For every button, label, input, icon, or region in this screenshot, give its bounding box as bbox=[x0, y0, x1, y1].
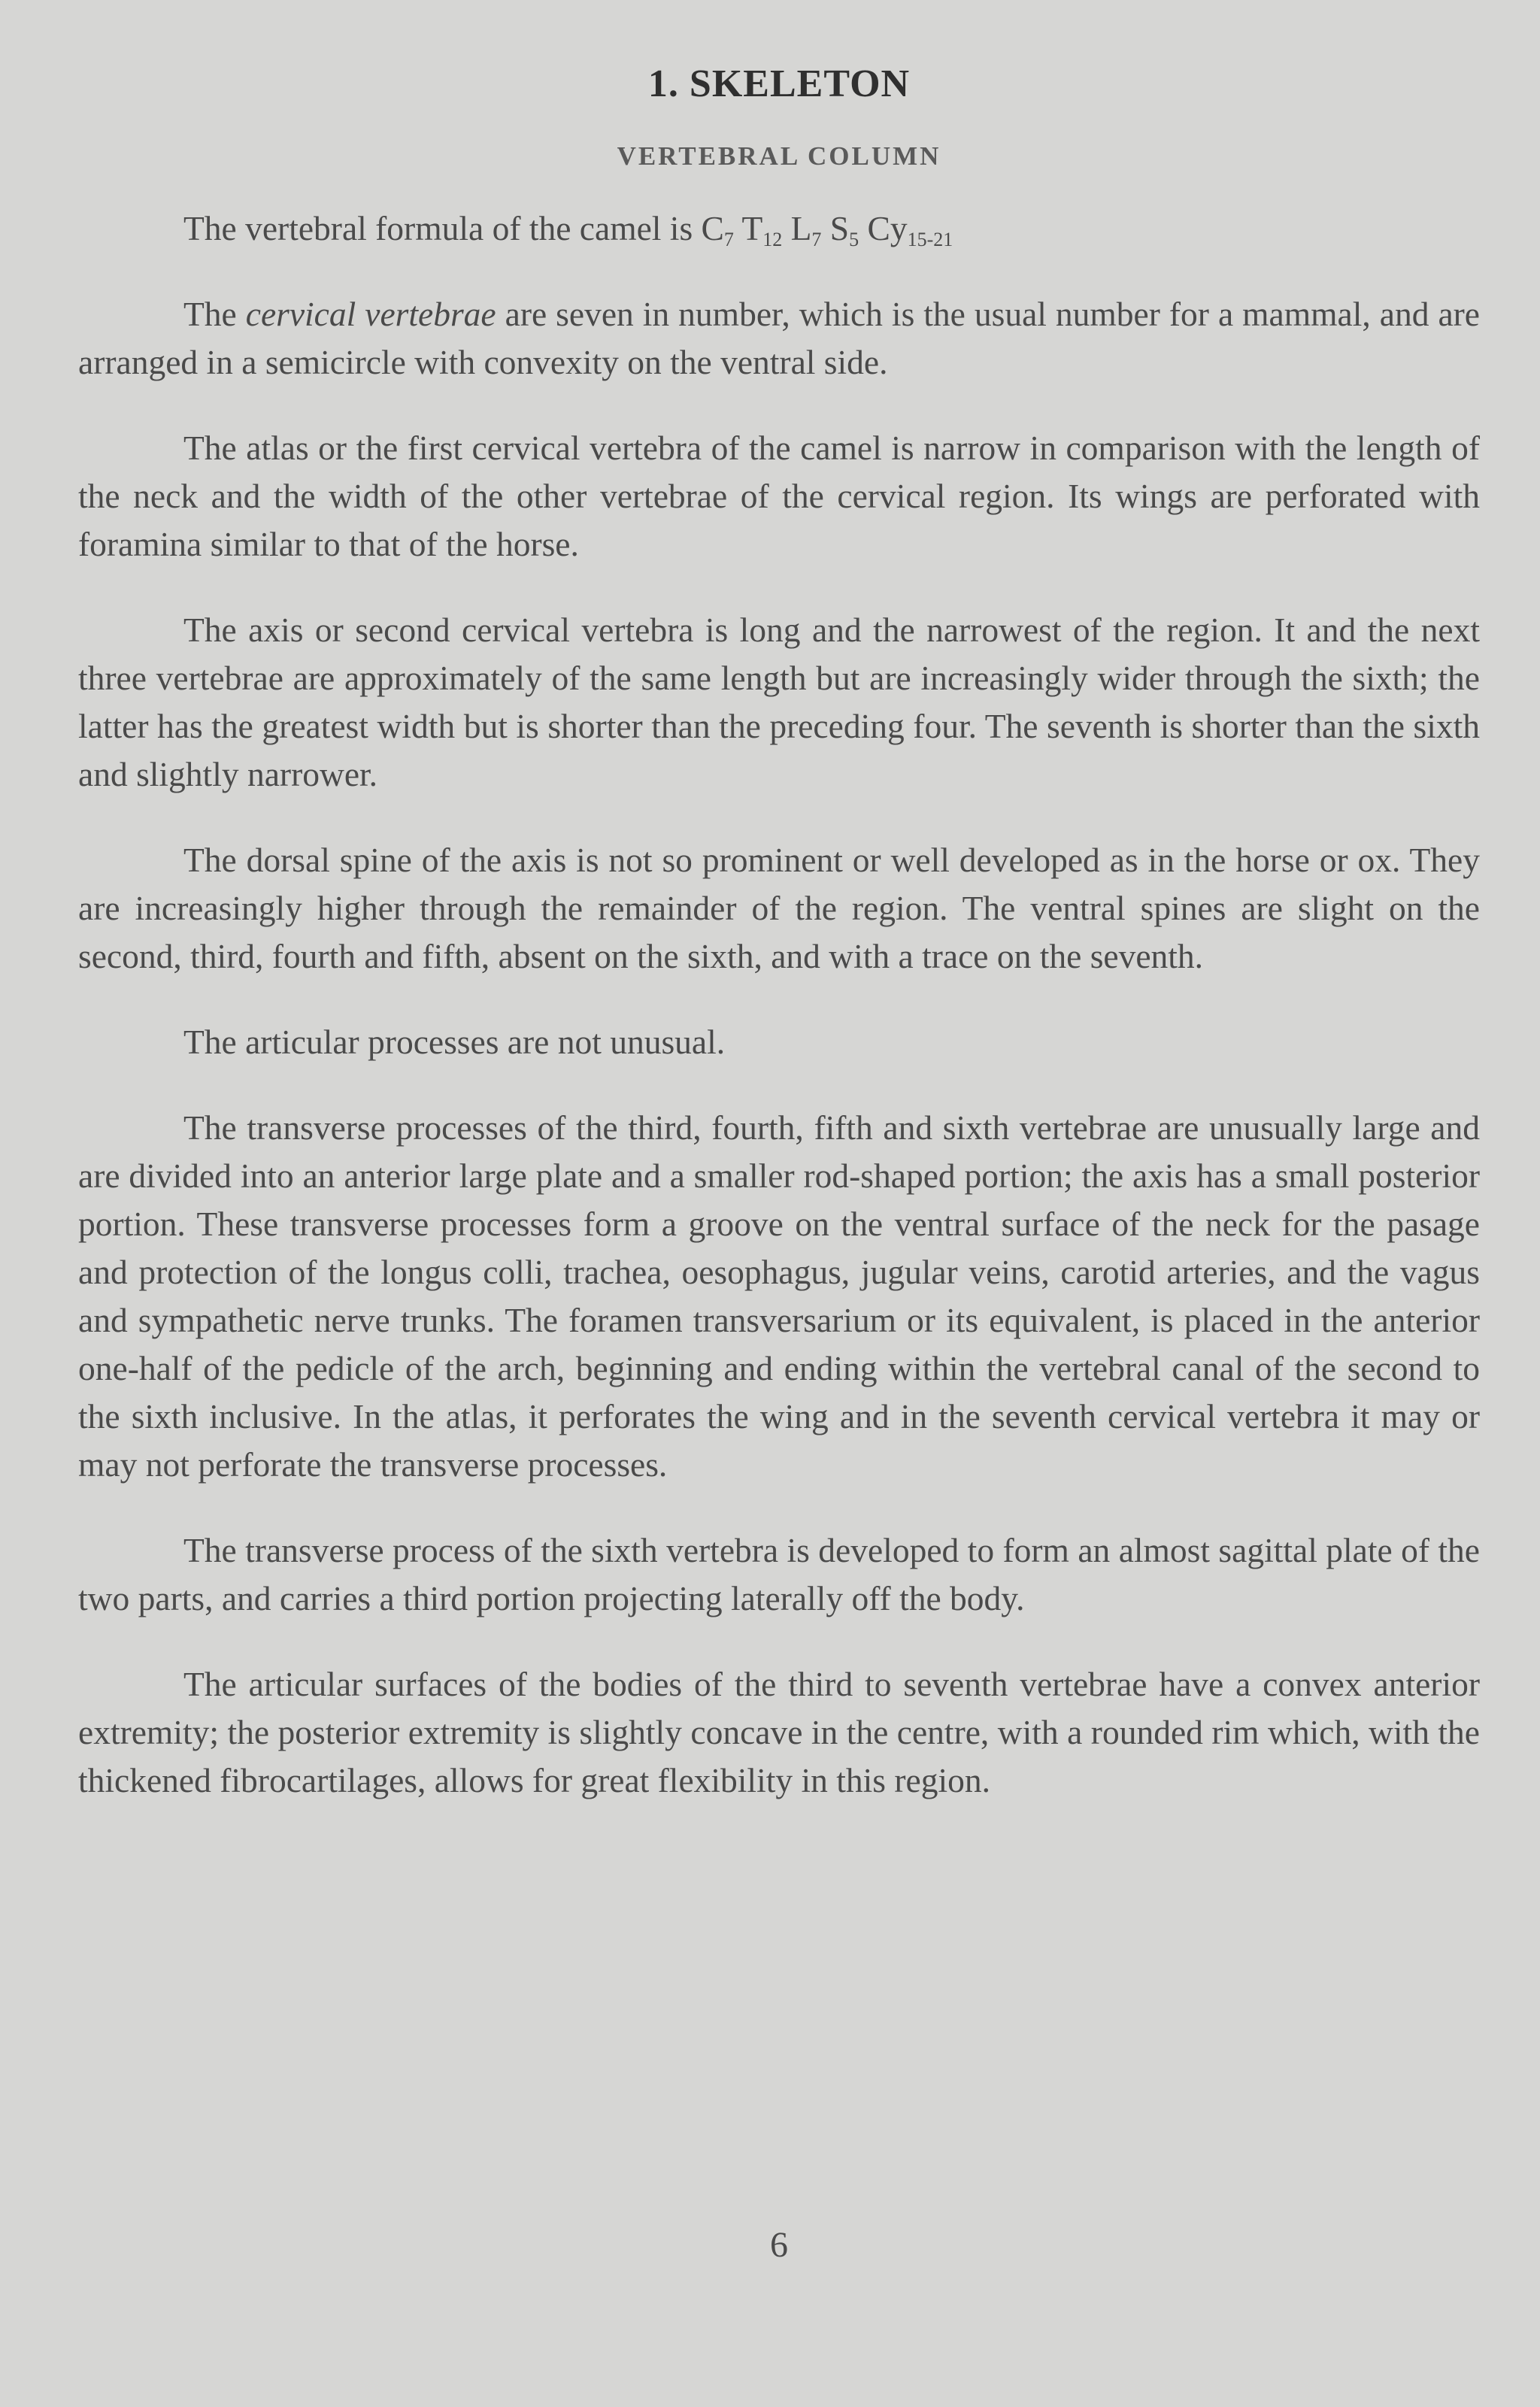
paragraph-atlas: The atlas or the first cervical vertebra of the camel is narrow in comparison with the length of the neck and the width of the other vertebrae of the cervical region. Its wings are perforated with foramina similar to that of the horse. bbox=[78, 429, 1480, 563]
paragraph-cervical-vertebrae bbox=[78, 290, 1480, 387]
page-number: 6 bbox=[770, 2225, 788, 2265]
formula-thoracic-count: 12 bbox=[762, 229, 783, 250]
formula-cervical: C bbox=[701, 209, 724, 247]
formula-cervical-count: 7 bbox=[723, 229, 734, 250]
formula-coccygeal-count: 15-21 bbox=[907, 229, 953, 250]
formula-thoracic: T bbox=[733, 209, 763, 247]
chapter-title: 1. SKELETON bbox=[647, 62, 911, 105]
paragraph-articular-surfaces: The articular surfaces of the bodies of the third to seventh vertebrae have a convex anterior extremity; the posterior extremity is slightly concave in the centre, with a rounded rim which, with the thickened fibrocartilages, allows for great flexibility in this region. bbox=[78, 1665, 1480, 1799]
book-page bbox=[78, 0, 1480, 2407]
vertebral-formula-paragraph bbox=[78, 205, 1480, 253]
paragraph-articular-processes: The articular processes are not unusual. bbox=[183, 1023, 726, 1061]
paragraph-dorsal-spine: The dorsal spine of the axis is not so prominent or well developed as in the horse or ox. They are increasingly higher through the remainder of the region. The ventral spines are slight on the second, third, fourth and fifth, absent on the sixth, and with a trace on the seventh. bbox=[78, 841, 1480, 975]
formula-coccygeal: Cy bbox=[859, 209, 908, 247]
section-title: VERTEBRAL COLUMN bbox=[617, 141, 941, 171]
body-text bbox=[78, 205, 1480, 1842]
paragraph-1-italic-term: cervical vertebrae bbox=[245, 295, 496, 333]
formula-sacral-count: 5 bbox=[849, 229, 859, 250]
paragraph-1-rest: are seven in number, which is the usual number for a mammal, and are arranged in a semicircle with convexity on the ventral side. bbox=[78, 295, 1480, 381]
paragraph-axis: The axis or second cervical vertebra is long and the narrowest of the region. It and the next three vertebrae are approximately of the same length but are increasingly wider through the sixth; the latter has the greatest width but is shorter than the preceding four. The seventh is shorter than the sixth and slightly narrower. bbox=[78, 611, 1480, 793]
formula-sacral: S bbox=[821, 209, 850, 247]
formula-lumbar: L bbox=[782, 209, 812, 247]
formula-prefix: The vertebral formula of the camel is bbox=[183, 209, 702, 247]
paragraph-sixth-vertebra: The transverse process of the sixth vertebra is developed to form an almost sagittal plate of the two parts, and carries a third portion projecting laterally off the body. bbox=[78, 1531, 1480, 1617]
paragraph-1-start: The bbox=[183, 295, 246, 333]
paragraph-transverse-processes: The transverse processes of the third, fourth, fifth and sixth vertebrae are unusually large and are divided into an anterior large plate and a smaller rod-shaped portion; the axis has a small posterior portion. These transverse processes form a groove on the ventral surface of the neck for the pasage and protection of the longus colli, trachea, oesophagus, jugular veins, carotid arteries, and the vagus and sympathetic nerve trunks. The foramen transversarium or its equivalent, is placed in the anterior one-half of the pedicle of the arch, beginning and ending within the vertebral canal of the second to the sixth inclusive. In the atlas, it perforates the wing and in the seventh cervical vertebra it may or may not perforate the transverse processes. bbox=[78, 1108, 1480, 1484]
formula-lumbar-count: 7 bbox=[811, 229, 822, 250]
